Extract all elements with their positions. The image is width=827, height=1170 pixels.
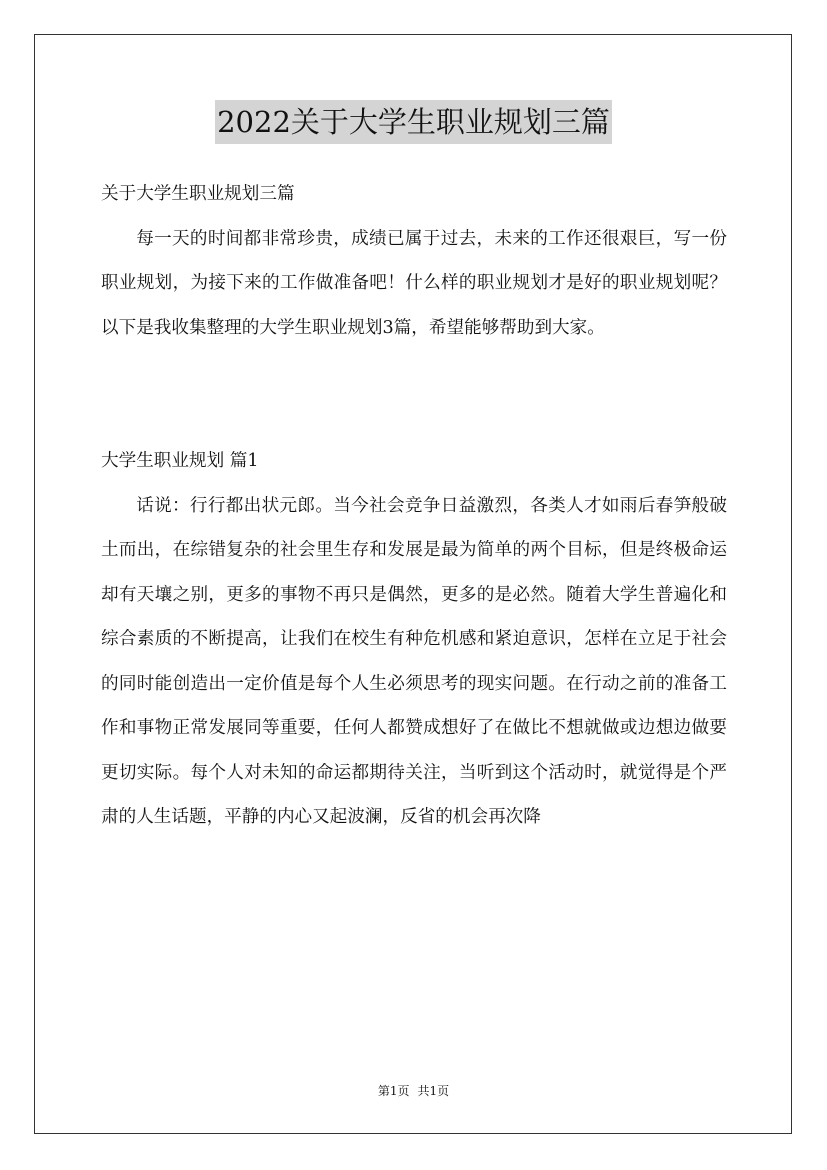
section-heading: 大学生职业规划 篇1	[101, 451, 259, 471]
page-number: 第1页	[377, 1084, 410, 1098]
title-container	[0, 100, 827, 144]
document-body	[101, 172, 727, 840]
page-footer	[0, 1083, 827, 1099]
intro-paragraph: 每一天的时间都非常珍贵，成绩已属于过去，未来的工作还很艰巨，写一份职业规划，为接下来的工作做准备吧！什么样的职业规划才是好的职业规划呢？以下是我收集整理的大学生职业规划3篇，希望能够帮助到大家。	[101, 228, 727, 338]
page-total: 共1页	[417, 1084, 450, 1098]
document-subtitle: 关于大学生职业规划三篇	[101, 184, 295, 204]
section-gap	[101, 350, 727, 439]
document-title: 2022关于大学生职业规划三篇	[215, 100, 612, 144]
section-paragraph: 话说：行行都出状元郎。当今社会竞争日益激烈，各类人才如雨后春笋般破土而出，在综错复杂的社会里生存和发展是最为简单的两个目标，但是终极命运却有天壤之别，更多的事物不再只是偶然，更多的是必然。随着大学生普遍化和综合素质的不断提高，让我们在校生有种危机感和紧迫意识，怎样在立足于社会的同时能创造出一定价值是每个人生必须思考的现实问题。在行动之前的准备工作和事物正常发展同等重要，任何人都赞成想好了在做比不想就做或边想边做要更切实际。每个人对未知的命运都期待关注，当听到这个活动时，就觉得是个严肃的人生话题，平静的内心又起波澜，反省的机会再次降	[101, 495, 727, 827]
